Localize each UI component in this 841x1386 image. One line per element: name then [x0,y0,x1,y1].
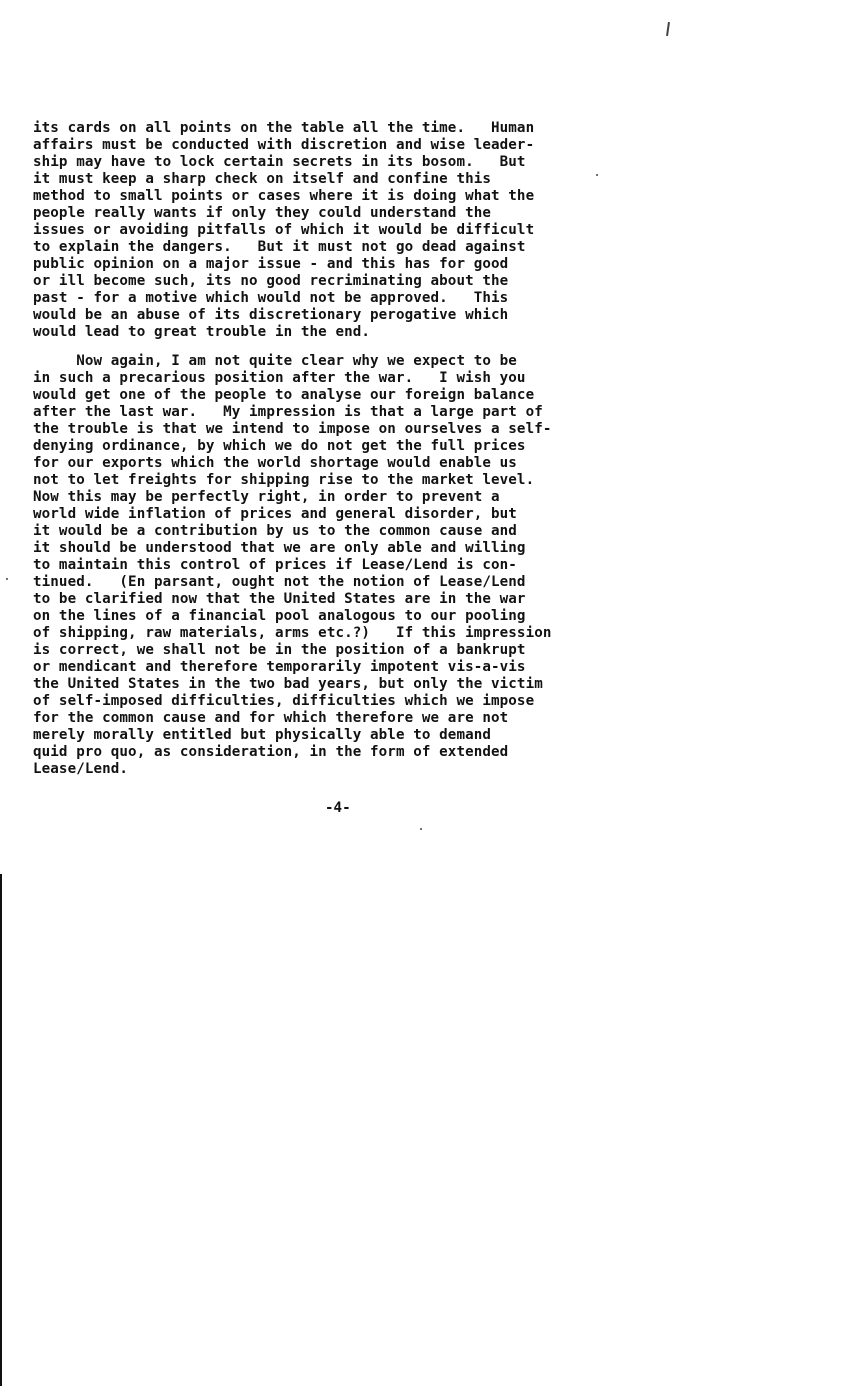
corner-mark [666,22,670,36]
text-line: not to let freights for shipping rise to the market level. [33,472,535,488]
text-line: quid pro quo, as consideration, in the form of extended [33,744,509,760]
text-line: Now this may be perfectly right, in order to prevent a [33,489,500,505]
text-line: to maintain this control of prices if Lease/Lend is con- [33,557,517,573]
scan-edge-line [0,874,2,1386]
text-line: would get one of the people to analyse our foreign balance [33,387,535,403]
text-line: for the common cause and for which therefore we are not [33,710,509,726]
text-line: is correct, we shall not be in the position of a bankrupt [33,642,526,658]
text-line: ship may have to lock certain secrets in its bosom. But [33,154,526,170]
text-line: it should be understood that we are only able and willing [33,540,526,556]
text-line: affairs must be conducted with discretion and wise leader- [33,137,535,153]
text-line: people really wants if only they could understand the [33,205,492,221]
text-line: Lease/Lend. [33,761,129,777]
text-line: tinued. (En parsant, ought not the notion of Lease/Lend [33,574,526,590]
text-line: Now again, I am not quite clear why we expect to be [33,353,517,369]
scan-speck [596,174,598,176]
text-line: would lead to great trouble in the end. [33,324,371,340]
text-line: in such a precarious position after the war. I wish you [33,370,526,386]
text-line: for our exports which the world shortage would enable us [33,455,517,471]
page-number: -4- [325,800,351,816]
text-line: denying ordinance, by which we do not get the full prices [33,438,526,454]
text-line: merely morally entitled but physically able to demand [33,727,492,743]
text-line: to explain the dangers. But it must not go dead against [33,239,526,255]
text-line: it would be a contribution by us to the common cause and [33,523,517,539]
text-line: it must keep a sharp check on itself and confine this [33,171,492,187]
text-line: to be clarified now that the United States are in the war [33,591,526,607]
text-line: on the lines of a financial pool analogous to our pooling [33,608,526,624]
typed-body [0,0,552,777]
text-line: or mendicant and therefore temporarily impotent vis-a-vis [33,659,526,675]
text-line: the United States in the two bad years, but only the victim [33,676,543,692]
text-line: world wide inflation of prices and general disorder, but [33,506,517,522]
text-line: would be an abuse of its discretionary perogative which [33,307,509,323]
text-line: issues or avoiding pitfalls of which it would be difficult [33,222,535,238]
scan-speck [420,828,422,830]
text-line: public opinion on a major issue - and this has for good [33,256,509,272]
text-line: method to small points or cases where it is doing what the [33,188,535,204]
text-line: after the last war. My impression is that a large part of [33,404,543,420]
text-line: its cards on all points on the table all the time. Human [33,120,535,136]
scan-speck [6,578,8,580]
text-line: the trouble is that we intend to impose on ourselves a self- [33,421,552,437]
text-line: of shipping, raw materials, arms etc.?) If this impression [33,625,552,641]
text-line: of self-imposed difficulties, difficulties which we impose [33,693,535,709]
text-line: past - for a motive which would not be approved. This [33,290,509,306]
text-line: or ill become such, its no good recriminating about the [33,273,509,289]
